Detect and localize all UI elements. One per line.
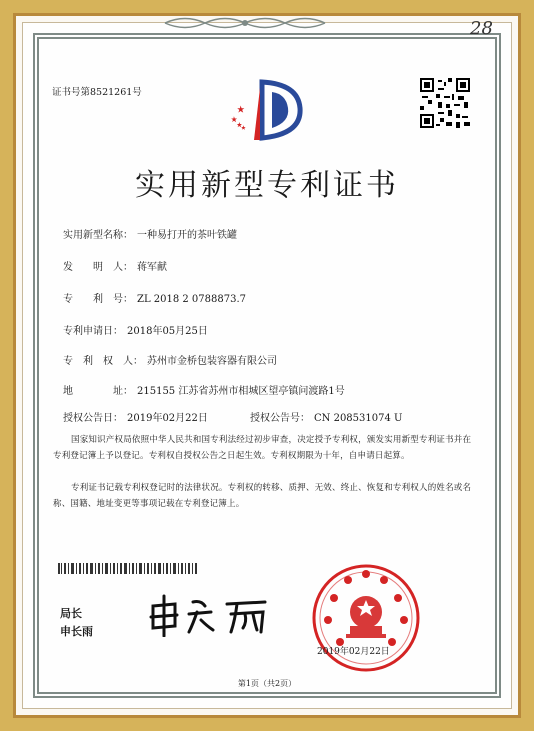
barcode <box>58 563 198 574</box>
field-patentee <box>63 352 277 367</box>
field-label: 授权公告号： <box>250 413 310 424</box>
field-grant-date <box>63 409 208 424</box>
field-value: 苏州市金桥包装容器有限公司 <box>147 356 277 367</box>
field-inventor <box>63 258 167 273</box>
field-label: 实用新型名称： <box>63 230 133 241</box>
field-value: 一种易打开的茶叶铁罐 <box>137 230 237 241</box>
page-number: 第1页（共2页） <box>237 679 297 688</box>
field-value: 2019年02月22日 <box>127 413 208 424</box>
certificate-number: 证书号第8521261号 <box>52 87 142 98</box>
field-value: ZL 2018 2 0788873.7 <box>137 294 247 305</box>
director-name: 申长雨 <box>60 625 93 638</box>
field-label: 专利申请日： <box>63 326 123 337</box>
field-publication-number <box>250 409 402 424</box>
ornament-top <box>160 14 330 32</box>
field-value: 蒋军献 <box>137 262 167 273</box>
field-value: 2018年05月25日 <box>127 326 208 337</box>
field-patent-number <box>63 290 246 305</box>
field-address <box>63 382 345 397</box>
seal-date: 2019年02月22日 <box>317 647 390 657</box>
field-application-date <box>63 322 208 337</box>
field-value: CN 208531074 U <box>314 413 403 424</box>
qr-code <box>420 78 470 128</box>
field-value: 215155 江苏省苏州市相城区望亭镇问渡路1号 <box>137 386 345 397</box>
notice-paragraph-2: 专利证书记载专利权登记时的法律状况。专利权的转移、质押、无效、终止、恢复和专利权人的姓名或名称、国籍、地址变更等事项记载在专利登记簿上。 <box>53 483 472 509</box>
official-seal <box>310 562 422 674</box>
field-label: 发 明 人： <box>63 262 133 273</box>
cnipa-logo <box>224 78 304 142</box>
director-title: 局长 <box>60 607 82 620</box>
director-signature <box>145 592 275 637</box>
field-label: 授权公告日： <box>63 413 123 424</box>
certificate-title: 实用新型专利证书 <box>135 168 399 203</box>
field-utility-model-name <box>63 226 237 241</box>
field-label: 专 利 号： <box>63 294 133 305</box>
field-label: 地 址： <box>63 386 133 397</box>
notice-paragraph-1: 国家知识产权局依照中华人民共和国专利法经过初步审查，决定授予专利权，颁发实用新型专利证书并在专利登记簿上予以登记。专利权自授权公告之日起生效。专利权期限为十年，自申请日起算。 <box>53 435 472 461</box>
field-label: 专 利 权 人： <box>63 356 143 367</box>
handwritten-number: 28 <box>470 18 493 39</box>
